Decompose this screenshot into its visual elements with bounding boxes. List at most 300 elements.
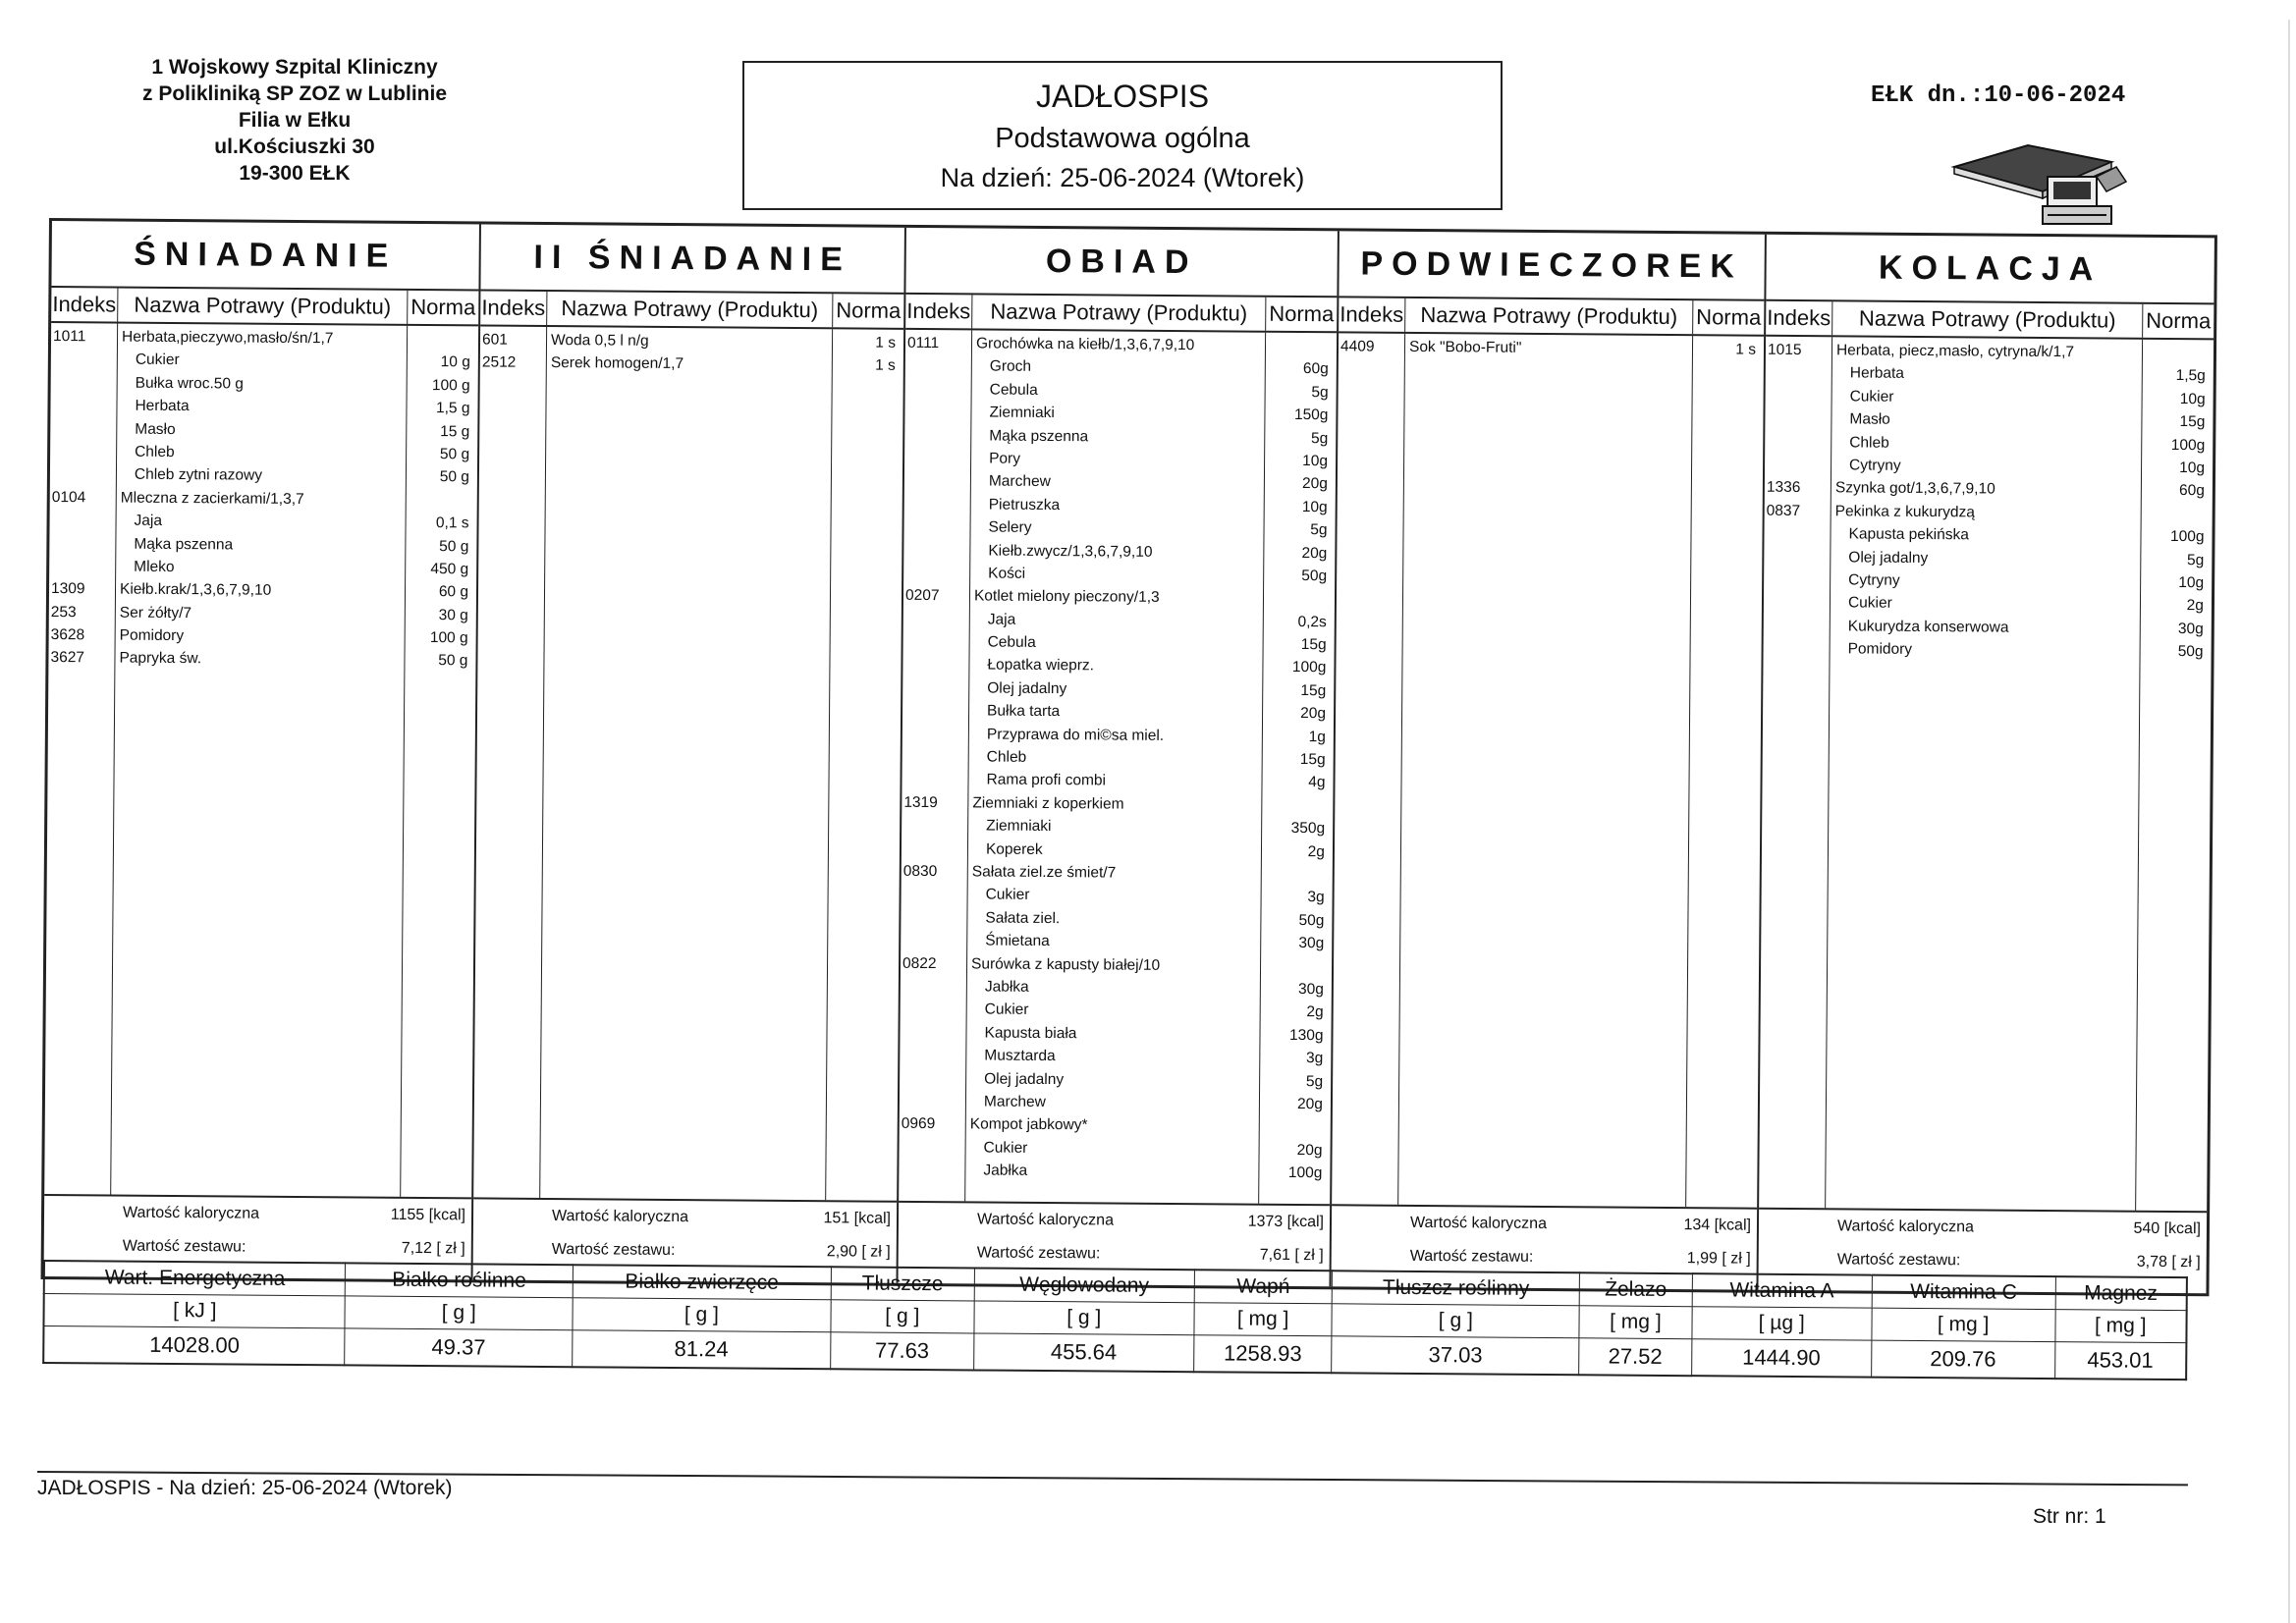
row-index [905, 354, 972, 378]
row-norm: 30 g [438, 606, 468, 624]
row-index [900, 1066, 966, 1090]
row-norm: 0,2s [1297, 613, 1327, 630]
row-index [902, 745, 969, 769]
title-box [742, 61, 1503, 210]
menu-row [902, 860, 1333, 887]
meal-title: KOLACJA [1766, 235, 2214, 305]
row-index [49, 555, 116, 578]
menu-row [49, 623, 476, 650]
row-norm: 60g [1302, 360, 1329, 378]
menu-row [902, 745, 1334, 772]
row-index [1764, 545, 1831, 568]
menu-row [51, 325, 478, 352]
dish-name: Woda 0,5 l n/g [550, 332, 649, 350]
menu-row [1764, 614, 2212, 640]
ingredient-name: Masło [1849, 410, 1890, 428]
ingredient-name: Cukier [1849, 388, 1894, 406]
page-number: Str nr: 1 [2033, 1505, 2106, 1528]
row-norm: 100g [1287, 1164, 1323, 1182]
row-norm: 30g [1297, 980, 1324, 999]
kcal-value: 540 [kcal] [2133, 1219, 2202, 1238]
nutrient-name: Białko roślinne [346, 1263, 574, 1297]
row-norm: 1g [1308, 728, 1326, 745]
menu-row [904, 447, 1336, 473]
ingredient-name: Bułka tarta [987, 702, 1061, 721]
menu-row [903, 515, 1335, 542]
meal-rows [1764, 339, 2214, 664]
menu-row [901, 929, 1332, 955]
ingredient-name: Mleko [134, 558, 175, 575]
row-norm: 100g [1291, 659, 1327, 676]
row-index [902, 814, 968, 838]
menu-date: Na dzień: 25-06-2024 (Wtorek) [940, 163, 1305, 192]
menu-row [1764, 637, 2212, 664]
ingredient-name: Koperek [985, 840, 1043, 858]
nutrient-value: 77.63 [830, 1332, 973, 1371]
row-norm: 0,1 s [435, 514, 469, 532]
menu-row [903, 538, 1335, 565]
row-index [1765, 407, 1831, 431]
nutrient-unit: [ g ] [831, 1300, 974, 1333]
row-norm: 20g [1300, 705, 1327, 723]
row-index [1764, 614, 1831, 637]
kcal-label: Wartość kaloryczna [976, 1211, 1115, 1229]
ingredient-name: Jabłka [984, 978, 1029, 996]
row-norm [1266, 335, 1337, 358]
dish-name: Szynka got/1,3,6,7,9,10 [1834, 479, 1995, 498]
row-index [904, 423, 971, 447]
row-norm [407, 489, 477, 513]
meal-rows [899, 332, 1337, 1185]
ingredient-name: Kukurydza konserwowa [1847, 618, 2009, 636]
row-norm: 3g [1307, 889, 1325, 906]
hospital-line-1: 1 Wojskowy Szpital Kliniczny [151, 56, 438, 79]
nutrient-value: 49.37 [345, 1328, 573, 1367]
menu-row [50, 440, 477, 466]
row-index [1764, 591, 1831, 615]
row-norm: 1 s [1735, 341, 1757, 358]
menu-row [901, 951, 1332, 978]
nutrient-value: 453.01 [2054, 1342, 2186, 1380]
row-norm: 30g [2177, 620, 2204, 637]
kcal-value: 151 [kcal] [823, 1210, 892, 1227]
row-index: 601 [481, 331, 508, 349]
ingredient-name: Przyprawa do mi©sa miel. [986, 726, 1165, 744]
menu-row [900, 1090, 1331, 1116]
ingredient-name: Kiełb.zwycz/1,3,6,7,9,10 [988, 542, 1153, 561]
ingredient-name: Marchew [988, 472, 1051, 491]
row-norm [1264, 587, 1335, 611]
col-norm: Norma [1696, 304, 1762, 330]
ingredient-name: Chleb [1849, 433, 1889, 452]
meal-title: II ŚNIADANIE [480, 224, 904, 294]
nutrient-unit: [ µg ] [1692, 1307, 1872, 1340]
row-norm: 50g [2177, 643, 2204, 661]
menu-row [901, 998, 1332, 1024]
menu-row [51, 348, 478, 374]
row-index [50, 440, 117, 463]
row-index [899, 1159, 965, 1182]
row-index [902, 883, 968, 906]
col-index: Indeks [905, 295, 972, 329]
dish-name: Ziemniaki z koperkiem [972, 794, 1124, 813]
row-norm: 50g [1298, 911, 1325, 929]
row-norm: 2g [2186, 597, 2205, 615]
ingredient-name: Chleb zytni razowy [134, 466, 263, 485]
row-index [902, 699, 969, 723]
menu-row [902, 676, 1334, 703]
row-norm: 20g [1301, 544, 1328, 562]
menu-row [1339, 335, 1764, 361]
menu-row [50, 394, 477, 420]
dish-name: Serek homogen/1,7 [550, 354, 684, 373]
row-norm [1262, 863, 1333, 887]
menu-row [48, 646, 475, 673]
menu-row [904, 401, 1336, 427]
row-norm: 1,5 g [435, 400, 470, 417]
row-norm: 30g [1298, 935, 1325, 952]
row-index [900, 1090, 966, 1113]
row-norm: 20g [1296, 1141, 1323, 1159]
row-norm: 60g [2178, 482, 2205, 500]
menu-row [50, 486, 477, 513]
row-index [50, 462, 117, 486]
menu-row [902, 883, 1333, 909]
row-index [50, 417, 117, 441]
menu-row [902, 814, 1333, 840]
row-norm: 10g [2179, 459, 2206, 477]
row-index: 0830 [902, 862, 938, 881]
row-index [1764, 568, 1831, 592]
nutrient-name: Węglowodany [974, 1268, 1194, 1302]
dish-name: Ser żółty/7 [119, 604, 192, 622]
row-index [49, 509, 116, 532]
row-norm: 1,5g [2175, 367, 2206, 385]
ingredient-name: Cukier [985, 886, 1030, 904]
nutrient-unit: [ kJ ] [43, 1294, 345, 1328]
ingredient-name: Cukier [983, 1139, 1028, 1157]
column-header [1766, 301, 2214, 341]
col-index: Indeks [1766, 301, 1832, 336]
row-norm: 10g [1302, 452, 1329, 470]
row-index: 2512 [481, 353, 517, 372]
col-name: Nazwa Potrawy (Produktu) [118, 289, 408, 324]
row-index: 0822 [902, 954, 937, 972]
row-index [903, 562, 970, 585]
nutrient-name: Witamina A [1692, 1273, 1872, 1308]
meal-title: OBIAD [905, 228, 1338, 298]
row-index: 253 [50, 603, 77, 621]
row-index [901, 929, 967, 952]
row-index: 0969 [901, 1115, 936, 1133]
row-index: 4409 [1339, 338, 1375, 355]
menu-row [1765, 476, 2213, 503]
nutrient-value: 209.76 [1871, 1340, 2054, 1379]
row-norm: 50 g [439, 537, 469, 555]
menu-row [903, 608, 1335, 634]
menu-row [1764, 568, 2212, 595]
row-index: 3628 [50, 626, 85, 644]
cost-value: 7,61 [ zł ] [1259, 1246, 1324, 1265]
ingredient-name: Cebula [989, 381, 1038, 399]
ingredient-name: Ziemniaki [986, 817, 1052, 836]
menu-row [903, 630, 1335, 657]
meal-title: PODWIECZOREK [1339, 231, 1765, 300]
ingredient-name: Sałata ziel. [985, 909, 1061, 927]
nutrient-unit: [ g ] [573, 1298, 831, 1332]
menu-row [901, 975, 1332, 1001]
row-norm: 15g [2179, 413, 2206, 431]
row-norm [2142, 502, 2213, 525]
ingredient-name: Jaja [987, 611, 1016, 628]
row-norm: 1 s [875, 334, 897, 352]
row-index [1765, 454, 1831, 477]
menu-row [49, 601, 476, 627]
row-index [904, 493, 971, 516]
row-index [1764, 522, 1831, 546]
ingredient-name: Cytryny [1848, 571, 1900, 589]
meal-ii-sniadanie [473, 224, 906, 1282]
ingredient-name: Cukier [1847, 594, 1892, 613]
ingredient-name: Śmietana [985, 932, 1050, 950]
nutrient-unit: [ g ] [974, 1301, 1194, 1335]
dish-name: Herbata,pieczywo,masło/śn/1,7 [121, 328, 334, 348]
cost-label: Wartość zestawu: [551, 1241, 676, 1260]
ingredient-name: Pomidory [1847, 640, 1913, 658]
row-norm: 20g [1297, 1095, 1324, 1113]
hospital-line-4: ul.Kościuszki 30 [214, 135, 375, 158]
row-norm: 15 g [440, 422, 470, 440]
row-index [903, 515, 970, 539]
kcal-label: Wartość kaloryczna [122, 1204, 260, 1222]
menu-row [904, 469, 1336, 496]
dish-name: Sałata ziel.ze śmiet/7 [971, 863, 1117, 882]
row-index: 0111 [906, 334, 940, 352]
ingredient-name: Chleb [986, 748, 1027, 766]
column-header [480, 291, 903, 329]
row-index [902, 653, 969, 676]
row-norm: 5g [1305, 1072, 1324, 1090]
ingredient-name: Marchew [983, 1093, 1046, 1110]
menu-row [480, 328, 903, 354]
row-index [904, 447, 971, 470]
nutrient-unit: [ mg ] [1194, 1303, 1333, 1336]
row-norm: 50 g [439, 468, 470, 486]
scan-edge [2288, 20, 2290, 1623]
col-index: Indeks [480, 291, 547, 325]
row-index [900, 1044, 966, 1067]
dish-name: Mleczna z zacierkami/1,3,7 [120, 489, 304, 508]
ingredient-name: Jaja [134, 512, 163, 530]
row-index [902, 676, 969, 700]
dish-name: Kompot jabkowy* [969, 1115, 1088, 1134]
menu-row [902, 722, 1334, 748]
col-name: Nazwa Potrawy (Produktu) [972, 295, 1266, 330]
column-header [51, 288, 478, 326]
row-index [901, 906, 967, 930]
menu-row [1766, 385, 2214, 411]
ingredient-name: Olej jadalny [1848, 548, 1929, 567]
nutrient-name: Tłuszcz roślinny [1333, 1271, 1580, 1305]
row-index [900, 1135, 966, 1159]
cost-label: Wartość zestawu: [1836, 1251, 1961, 1270]
col-index: Indeks [1339, 298, 1405, 332]
ingredient-name: Cytryny [1849, 457, 1901, 474]
menu-row [905, 354, 1337, 381]
dish-name: Pomidory [119, 626, 185, 645]
meal-title: ŚNIADANIE [51, 221, 479, 291]
footer-caption: JADŁOSPIS - Na dzień: 25-06-2024 (Wtorek) [37, 1477, 453, 1499]
row-norm: 100 g [431, 376, 470, 395]
ingredient-name: Olej jadalny [987, 679, 1067, 698]
ingredient-name: Masło [135, 420, 176, 438]
ingredient-name: Mąka pszenna [134, 535, 234, 553]
cost-value: 7,12 [ zł ] [401, 1239, 465, 1258]
menu-row [49, 532, 476, 559]
nutrient-value: 81.24 [573, 1330, 831, 1370]
row-index [49, 532, 116, 556]
row-norm: 100g [2169, 528, 2205, 546]
hospital-line-5: 19-300 EŁK [239, 162, 351, 185]
column-header [1339, 298, 1764, 336]
ingredient-name: Mąka pszenna [989, 427, 1089, 445]
menu-row [1766, 339, 2214, 365]
row-norm: 50 g [438, 652, 468, 670]
row-index [50, 394, 117, 417]
dish-name: Grochówka na kiełb/1,3,6,7,9,10 [975, 335, 1195, 354]
row-index: 1319 [903, 793, 938, 811]
ingredient-name: Kapusta biała [984, 1024, 1077, 1042]
col-index: Indeks [51, 288, 118, 322]
row-index: 1011 [52, 328, 86, 346]
menu-row [899, 1159, 1330, 1185]
menu-row [905, 332, 1337, 358]
column-header [905, 295, 1337, 333]
ingredient-name: Bułka wroc.50 g [135, 374, 245, 393]
menu-row [1765, 430, 2213, 457]
row-norm: 2g [1307, 842, 1326, 860]
row-index [901, 975, 967, 999]
row-norm: 15g [1299, 751, 1326, 769]
ingredient-name: Selery [988, 518, 1032, 536]
menu-row [900, 1112, 1331, 1139]
nutrient-name: Witamina C [1872, 1275, 2055, 1310]
row-index [901, 998, 967, 1021]
nutrient-name: Magnez [2055, 1276, 2187, 1311]
menu-row [901, 906, 1332, 933]
nutrient-value: 1258.93 [1193, 1335, 1332, 1374]
row-norm: 100 g [429, 629, 468, 647]
row-index [1766, 361, 1832, 385]
ingredient-name: Herbata [1849, 364, 1905, 383]
nutrient-unit: [ mg ] [2054, 1310, 2186, 1343]
nutrient-value: 455.64 [973, 1333, 1193, 1372]
row-index [905, 378, 972, 402]
dish-name: Papryka św. [119, 650, 202, 668]
hospital-address [108, 54, 481, 187]
ingredient-name: Cukier [984, 1001, 1029, 1019]
menu-row [900, 1066, 1331, 1093]
row-index [51, 371, 118, 395]
row-norm: 60 g [438, 583, 469, 601]
nutrient-name: Żelazo [1579, 1272, 1692, 1306]
row-index [903, 608, 970, 631]
row-index [904, 401, 971, 424]
dish-name: Kiełb.krak/1,3,6,7,9,10 [119, 580, 272, 600]
row-index [1764, 637, 1831, 661]
ingredient-name: Ziemniaki [989, 404, 1055, 422]
row-index: 1336 [1766, 479, 1801, 497]
row-index [1765, 430, 1831, 454]
ingredient-name: Pietruszka [988, 496, 1061, 514]
menu-row [1765, 454, 2213, 480]
ingredient-name: Kości [988, 565, 1026, 582]
nutrient-name: Wapń [1194, 1270, 1333, 1304]
row-norm: 15g [1300, 681, 1327, 700]
kcal-value: 134 [kcal] [1683, 1217, 1752, 1234]
row-norm: 10g [2179, 390, 2206, 408]
issue-date-stamp: EŁK dn.:10-06-2024 [1871, 82, 2126, 109]
row-norm: 4g [1308, 774, 1326, 791]
ingredient-name: Pory [989, 450, 1021, 467]
dish-name: Surówka z kapusty białej/10 [970, 954, 1161, 974]
menu-row [903, 562, 1335, 588]
cost-value: 2,90 [ zł ] [826, 1243, 891, 1261]
hospital-line-2: z Polikliniką SP ZOZ w Lublinie [142, 82, 447, 105]
nutrient-name: Tłuszcze [831, 1267, 974, 1301]
row-norm: 20g [1301, 475, 1328, 493]
menu-row [900, 1044, 1331, 1070]
col-name: Nazwa Potrawy (Produktu) [1832, 301, 2143, 337]
kcal-label: Wartość kaloryczna [1409, 1214, 1548, 1233]
row-norm: 5g [1310, 429, 1329, 447]
meal-sniadanie [44, 221, 481, 1279]
menu-row [49, 577, 476, 604]
ingredient-name: Łopatka wieprz. [987, 656, 1095, 675]
row-index: 0104 [51, 488, 86, 507]
row-index: 0207 [904, 587, 940, 605]
nutrient-name: Wart. Energetyczna [44, 1261, 346, 1296]
row-norm: 10 g [440, 353, 470, 371]
row-index: 0837 [1766, 502, 1801, 519]
row-index [904, 469, 971, 493]
nutrient-unit: [ mg ] [1872, 1308, 2055, 1341]
menu-row [900, 1135, 1331, 1162]
menu-row [480, 352, 903, 378]
row-index [902, 722, 969, 745]
row-norm: 100g [2170, 436, 2206, 454]
menu-row [1765, 499, 2213, 525]
dish-name: Herbata, piecz,masło, cytryna/k/1,7 [1835, 342, 2075, 361]
cost-label: Wartość zestawu: [122, 1237, 246, 1256]
ingredient-name: Groch [989, 357, 1032, 376]
row-index [900, 1021, 966, 1045]
menu-row [904, 493, 1336, 519]
menu-row [1765, 407, 2213, 434]
row-index: 3627 [50, 649, 85, 667]
dish-name: Kotlet mielony pieczony/1,3 [973, 587, 1160, 607]
menu-row [49, 509, 476, 535]
ingredient-name: Rama profi combi [986, 771, 1107, 789]
row-norm [1261, 954, 1332, 978]
nutrition-table [42, 1260, 2188, 1380]
row-norm: 130g [1288, 1026, 1324, 1044]
meal-obiad [899, 228, 1339, 1286]
menu-row [50, 462, 477, 489]
book-computer-icon [1949, 137, 2136, 231]
ingredient-name: Kapusta pekińska [1848, 525, 1969, 544]
menu-row [905, 378, 1337, 405]
